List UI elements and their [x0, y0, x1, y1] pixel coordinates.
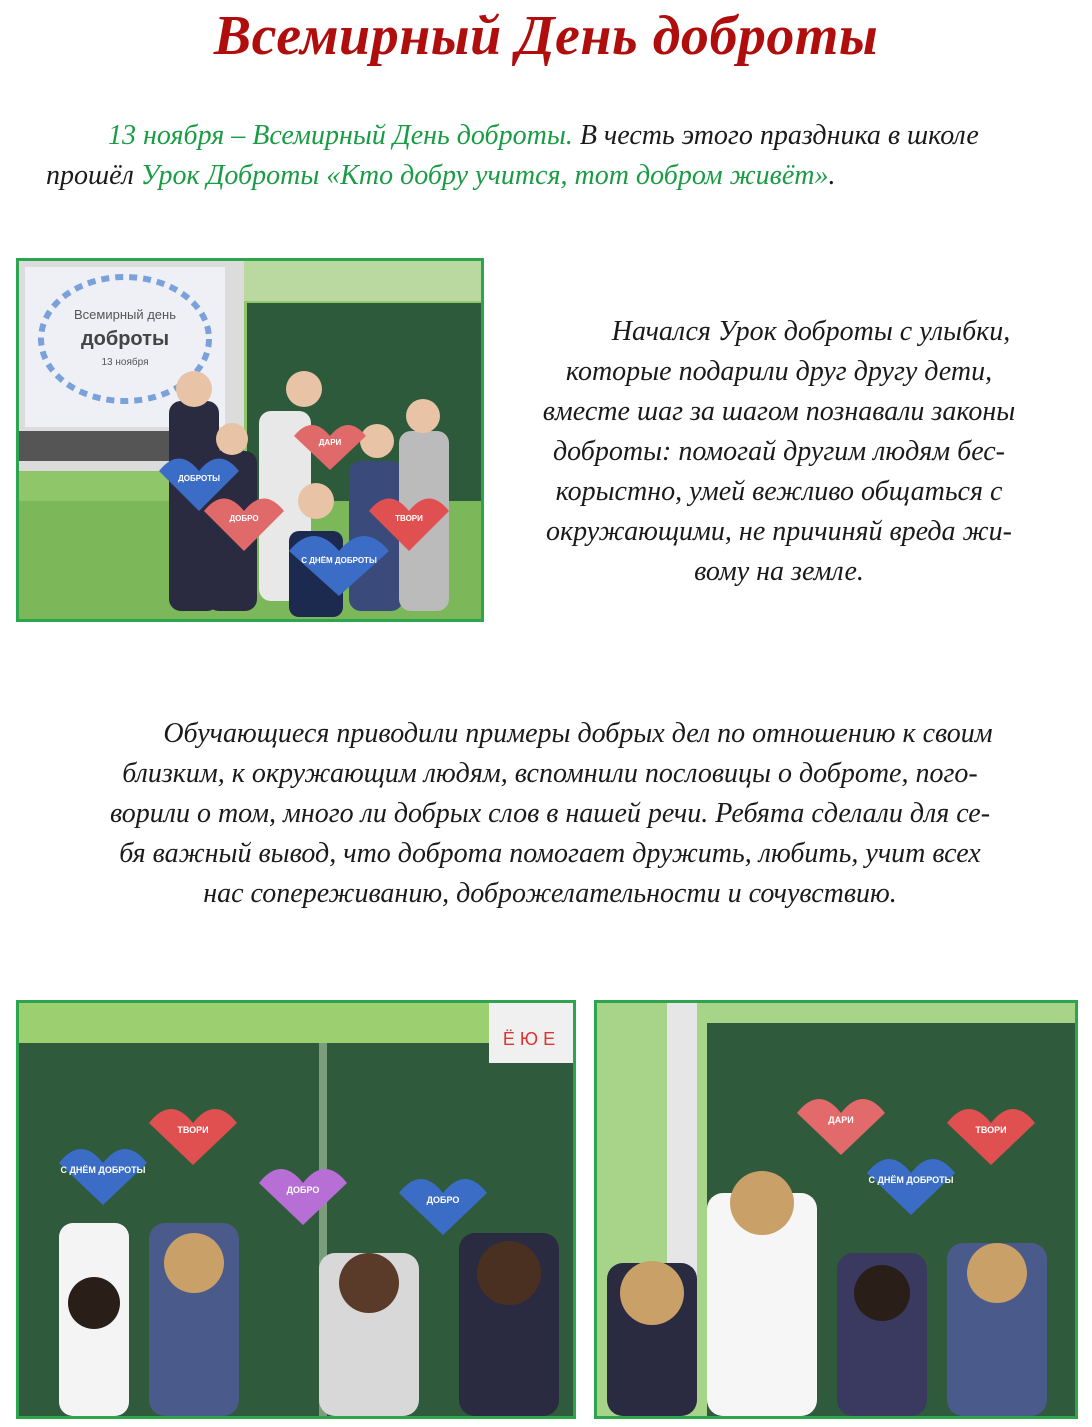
side-line: Начался Урок доброты с улыбки,: [611, 316, 1011, 347]
side-line: вместе шаг за шагом познавали законы: [542, 396, 1016, 427]
alphabet-letters: Ё Ю Е: [502, 1029, 556, 1049]
screen-line-1: Всемирный день: [74, 307, 176, 322]
screen-line-3: 13 ноября: [101, 357, 149, 368]
heart-text-1: ДОБРОТЫ: [178, 474, 220, 483]
intro-end: .: [828, 160, 836, 191]
heart-text-1: ДАРИ: [828, 1115, 854, 1125]
heart-text-2: ДОБРО: [229, 514, 259, 523]
body-line: Обучающиеся приводили примеры добрых дел по отношению к своим: [163, 718, 993, 749]
page-title: Всемирный День доброты: [213, 5, 879, 67]
heart-text-3: ТВОРИ: [975, 1125, 1007, 1135]
photo-children-at-board-right: [594, 1000, 1078, 1419]
body-line: нас сопереживанию, доброжелательности и сочувствию.: [203, 878, 897, 909]
intro-lesson-highlight: Урок Доброты «Кто добру учится, тот добром живёт»: [140, 160, 829, 191]
heart-text-2: С ДНЁМ ДОБРОТЫ: [868, 1175, 954, 1185]
side-line: окружающими, не причиняй вреда жи-: [546, 516, 1012, 547]
photo-children-with-hearts: [16, 258, 484, 622]
intro-text: В честь этого праздника в школе прошёл: [46, 120, 979, 191]
screen-line-2: доброты: [80, 328, 170, 350]
body-line: ворили о том, много ли добрых слов в нашей речи. Ребята сделали для се-: [109, 798, 991, 829]
side-line: которые подарили друг другу дети,: [565, 356, 993, 387]
heart-text-5: ДАРИ: [318, 438, 342, 447]
side-paragraph: [504, 312, 1054, 592]
body-line: бя важный вывод, что доброта помогает дружить, любить, учит всех: [119, 838, 981, 869]
photo-3-illustration: [597, 1003, 1075, 1416]
heart-text-4: С ДНЁМ ДОБРОТЫ: [301, 556, 377, 565]
photo-children-at-board-left: [16, 1000, 576, 1419]
heart-text-2: ТВОРИ: [177, 1125, 209, 1135]
side-line: вому на земле.: [694, 556, 864, 587]
intro-paragraph: [46, 116, 1056, 196]
body-line: близким, к окружающим людям, вспомнили пословицы о доброте, пого-: [122, 758, 978, 789]
intro-date-highlight: 13 ноября – Всемирный День доброты.: [108, 120, 573, 151]
heart-text-3: ТВОРИ: [395, 514, 423, 523]
side-line: доброты: помогай другим людям бес-: [552, 436, 1006, 467]
photo-2-illustration: [19, 1003, 573, 1416]
main-paragraph: [40, 714, 1060, 914]
photo-1-illustration: [19, 261, 481, 619]
heart-text-4: ДОБРО: [426, 1195, 460, 1205]
side-line: корыстно, умей вежливо общаться с: [555, 476, 1003, 507]
heart-text-3: ДОБРО: [286, 1185, 320, 1195]
heart-text-1: С ДНЁМ ДОБРОТЫ: [60, 1165, 146, 1175]
